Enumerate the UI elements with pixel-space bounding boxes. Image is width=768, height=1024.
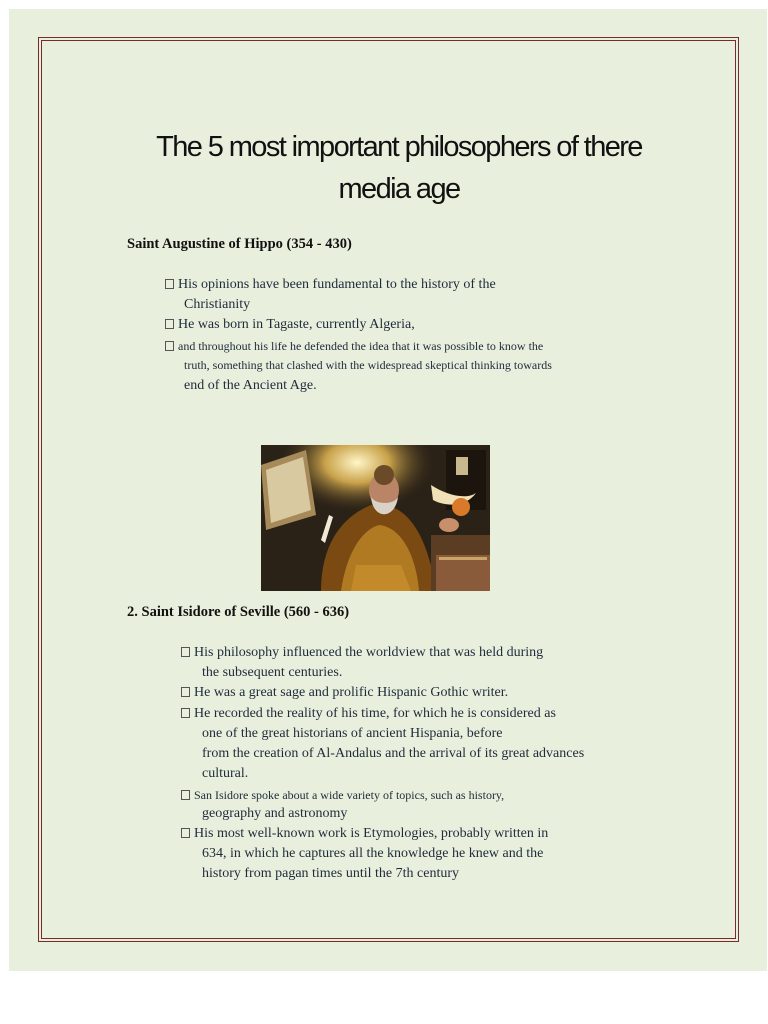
bullet-icon bbox=[165, 279, 174, 289]
isidore-line-1-text: His philosophy influenced the worldview that was held during bbox=[194, 645, 544, 660]
augustine-line-2: Christianity bbox=[184, 297, 251, 312]
page-border bbox=[38, 37, 739, 942]
isidore-line-10 bbox=[181, 824, 548, 844]
isidore-line-8-text: San Isidore spoke about a wide variety of topics, such as history, bbox=[194, 788, 505, 802]
augustine-line-3 bbox=[165, 315, 415, 335]
bullet-icon bbox=[181, 647, 190, 657]
augustine-line-3-text: He was born in Tagaste, currently Algeria, bbox=[178, 317, 415, 332]
augustine-line-1-text: His opinions have been fundamental to the history of the bbox=[178, 277, 496, 292]
saint-augustine-painting bbox=[261, 445, 490, 591]
augustine-line-1 bbox=[165, 275, 496, 295]
isidore-line-3-text: He was a great sage and prolific Hispanic Gothic writer. bbox=[194, 685, 509, 700]
isidore-line-3 bbox=[181, 683, 508, 703]
bullet-icon bbox=[165, 319, 174, 329]
isidore-line-7: cultural. bbox=[202, 766, 249, 781]
bullet-icon bbox=[181, 790, 190, 800]
section-heading-isidore: 2. Saint Isidore of Seville (560 - 636) bbox=[127, 604, 350, 620]
isidore-line-12: history from pagan times until the 7th century bbox=[202, 866, 460, 881]
isidore-line-4-text: He recorded the reality of his time, for which he is considered as bbox=[194, 706, 556, 721]
isidore-line-1 bbox=[181, 643, 543, 663]
augustine-line-4-text: and throughout his life he defended the idea that it was possible to know the bbox=[178, 339, 544, 353]
isidore-line-2: the subsequent centuries. bbox=[202, 665, 343, 680]
isidore-line-10-text: His most well-known work is Etymologies, probably written in bbox=[194, 826, 549, 841]
section-heading-augustine: Saint Augustine of Hippo (354 - 430) bbox=[127, 236, 352, 252]
augustine-line-5: truth, something that clashed with the widespread skeptical thinking towards bbox=[184, 358, 552, 372]
augustine-line-6: end of the Ancient Age. bbox=[184, 378, 317, 393]
isidore-line-11: 634, in which he captures all the knowledge he knew and the bbox=[202, 846, 544, 861]
augustine-line-4 bbox=[165, 336, 543, 356]
isidore-line-9: geography and astronomy bbox=[202, 806, 348, 821]
bullet-icon bbox=[165, 341, 174, 351]
isidore-line-5: one of the great historians of ancient Hispania, before bbox=[202, 726, 503, 741]
isidore-line-6: from the creation of Al-Andalus and the arrival of its great advances bbox=[202, 746, 585, 761]
painting-image bbox=[261, 445, 490, 591]
bullet-icon bbox=[181, 708, 190, 718]
isidore-line-8 bbox=[181, 785, 504, 805]
isidore-line-4 bbox=[181, 704, 556, 724]
title-line-1: The 5 most important philosophers of there bbox=[156, 131, 642, 163]
bullet-icon bbox=[181, 687, 190, 697]
page-title bbox=[99, 126, 699, 210]
title-line-2: media age bbox=[338, 173, 460, 205]
document-page bbox=[9, 9, 767, 971]
bullet-icon bbox=[181, 828, 190, 838]
